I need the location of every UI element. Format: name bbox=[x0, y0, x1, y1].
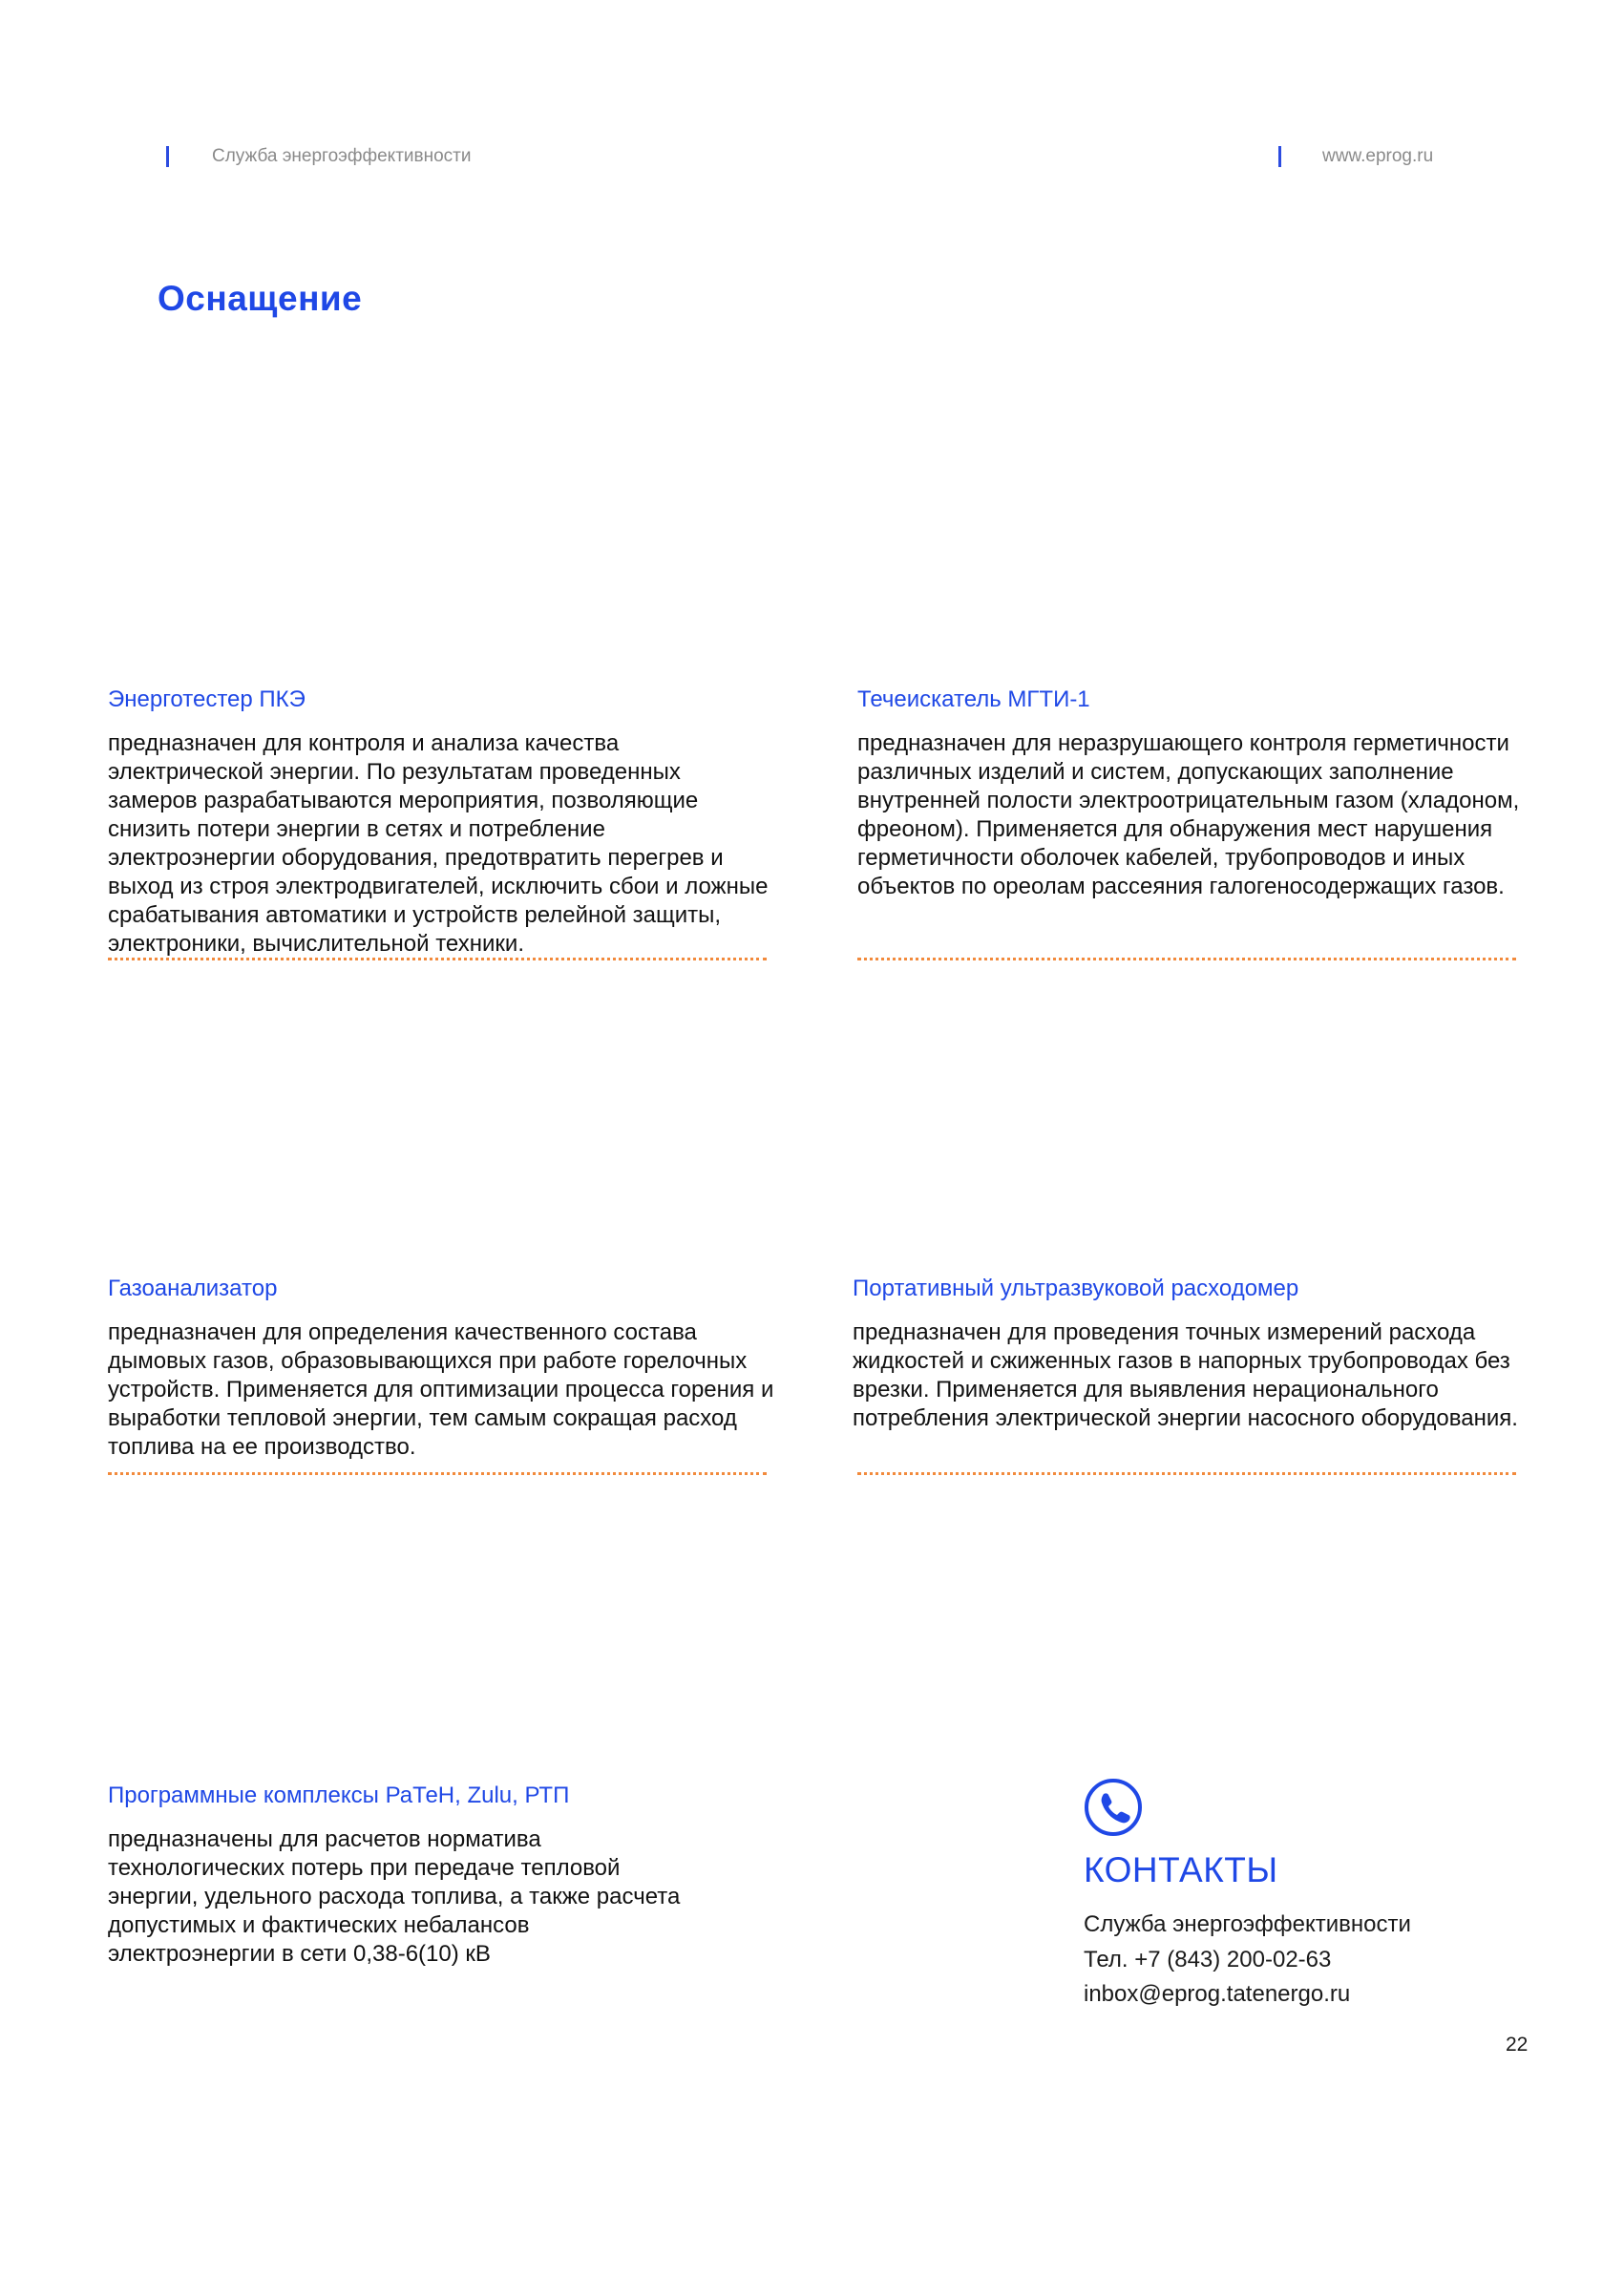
page-number: 22 bbox=[1506, 2034, 1529, 2056]
contacts-title: КОНТАКТЫ bbox=[1084, 1850, 1278, 1889]
contacts-phone[interactable]: Тел. +7 (843) 200-02-63 bbox=[1084, 1947, 1332, 1972]
card-text: предназначены для расчетов норматива технологических потерь при передаче тепловой энергии, удельного расхода топлива, а также расчета допустимых и фактических небалансов электроэнергии в сети 0,38-6(10) кВ bbox=[108, 1826, 681, 1967]
phone-icon bbox=[1084, 1778, 1143, 1837]
card-title: Портативный ультразвуковой расходомер bbox=[853, 1276, 1299, 1301]
card-title: Газоанализатор bbox=[108, 1276, 278, 1301]
equipment-card-gas-analyzer bbox=[108, 1275, 776, 1462]
card-title: Течеискатель МГТИ-1 bbox=[857, 686, 1090, 712]
equipment-card-flowmeter bbox=[853, 1275, 1540, 1433]
card-divider bbox=[108, 958, 767, 960]
card-text: предназначен для проведения точных измерений расхода жидкостей и сжиженных газов в напорных трубопроводах без врезки. Применяется для выявления нерационального потребления электрической энергии насосного оборудования. bbox=[853, 1319, 1518, 1431]
header-left-marker bbox=[166, 146, 169, 167]
card-text: предназначен для определения качественного состава дымовых газов, образовывающихся при работе горелочных устройств. Применяется для оптимизации процесса горения и выработки тепловой энергии, тем самым сокращая расход топлива на ее производство. bbox=[108, 1319, 774, 1460]
card-title: Программные комплексы РаТеН, Zulu, РТП bbox=[108, 1782, 570, 1808]
contacts-email[interactable]: inbox@eprog.tatenergo.ru bbox=[1084, 1981, 1351, 2007]
equipment-card-energotester bbox=[108, 686, 776, 959]
header-right-marker bbox=[1278, 146, 1281, 167]
card-text: предназначен для контроля и анализа качества электрической энергии. По результатам проведенных замеров разрабатываются мероприятия, позволяющие снизить потери энергии в сетях и потребление электроэнергии оборудования, предотвратить перегрев и выход из строя электродвигателей, исключить сбои и ложные срабатывания автоматики и устройств релейной защиты, электроники, вычислительной техники. bbox=[108, 730, 769, 957]
contacts-organization: Служба энергоэффективности bbox=[1084, 1911, 1411, 1937]
card-divider bbox=[857, 958, 1516, 960]
equipment-card-software bbox=[108, 1782, 681, 1969]
page-title: Оснащение bbox=[158, 279, 363, 318]
header-website-link[interactable]: www.eprog.ru bbox=[1322, 146, 1434, 166]
card-text: предназначен для неразрушающего контроля герметичности различных изделий и систем, допускающих заполнение внутренней полости электроотрицательным газом (хладоном, фреоном). Применяется для обнаружения мест нарушения герметичности оболочек кабелей, трубопроводов и иных объектов по ореолам рассеяния галогеносодержащих газов. bbox=[857, 730, 1520, 899]
card-divider bbox=[108, 1472, 767, 1475]
card-title: Энерготестер ПКЭ bbox=[108, 686, 306, 712]
card-divider bbox=[857, 1472, 1516, 1475]
header-left-text: Служба энергоэффективности bbox=[212, 146, 472, 166]
equipment-card-leak-detector bbox=[857, 686, 1526, 901]
